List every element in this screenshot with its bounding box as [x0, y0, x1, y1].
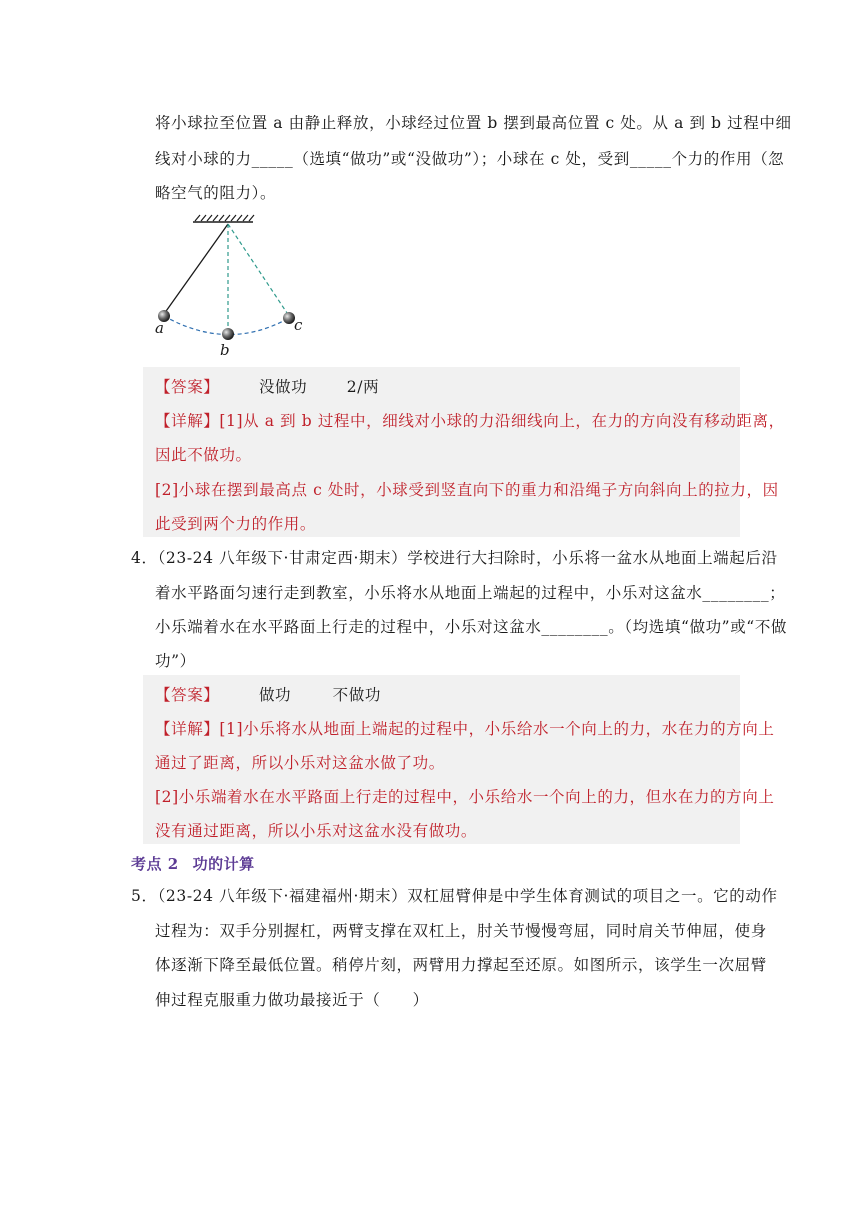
q4-text-line-3: 小乐端着水在水平路面上行走的过程中，小乐对这盆水________。（均选填“做功”或“不做 — [155, 618, 788, 636]
q4-number: 4． — [131, 549, 158, 567]
q5-text-line-1 — [131, 884, 778, 906]
q4-detail-2b: 没有通过距离，所以小乐对这盆水没有做功。 — [155, 822, 478, 840]
q4-detail-1a: [1]小乐将水从地面上端起的过程中，小乐给水一个向上的力，水在力的方向上 — [219, 720, 775, 738]
q4-detail-2a: [2]小乐端着水在水平路面上行走的过程中，小乐给水一个向上的力，但水在力的方向上 — [155, 788, 775, 806]
q5-line-1: （23-24 八年级下·福建福州·期末）双杠屈臂伸是中学生体育测试的项目之一。它的动作 — [157, 887, 778, 905]
q3-detail-row-1 — [155, 409, 785, 431]
q5-text-line-4: 伸过程克服重力做功最接近于（ ） — [155, 991, 429, 1009]
detail-tag: 【详解】 — [155, 720, 220, 738]
answer-tag: 【答案】 — [155, 686, 220, 704]
q3-detail-2b: 此受到两个力的作用。 — [155, 515, 317, 533]
section-title: 功的计算 — [192, 855, 255, 873]
string-to-a — [164, 224, 228, 314]
q4-detail-row-1 — [155, 717, 774, 739]
q3-text-line-2: 线对小球的力_____（选填“做功”或“没做功”）；小球在 c 处，受到_____个力的作用（忽 — [155, 150, 785, 168]
q3-answer-box — [143, 367, 785, 537]
q3-text-line-1: 将小球拉至位置 a 由静止释放，小球经过位置 b 摆到最高位置 c 处。从 a 到 b 过程中细 — [155, 114, 792, 132]
label-a: a — [155, 319, 164, 337]
section-heading — [131, 853, 269, 874]
detail-tag: 【详解】 — [155, 412, 220, 430]
answer-tag: 【答案】 — [155, 378, 220, 396]
q3-detail-1b: 因此不做功。 — [155, 446, 252, 464]
q3-detail-2a: [2]小球在摆到最高点 c 处时，小球受到竖直向下的重力和沿绳子方向斜向上的拉力，因 — [155, 481, 779, 499]
q5-text-line-3: 体逐渐下降至最低位置。稍停片刻，两臂用力撑起至还原。如图所示，该学生一次屈臂 — [155, 956, 767, 974]
q4-text-line-4: 功”） — [155, 652, 196, 670]
section-label: 考点 2 — [131, 855, 179, 873]
q3-detail-1a: [1]从 a 到 b 过程中，细线对小球的力沿细线向上，在力的方向没有移动距离， — [219, 412, 785, 430]
string-to-c — [228, 224, 289, 316]
ball-b — [222, 328, 234, 340]
q4-line-1: （23-24 八年级下·甘肃定西·期末）学校进行大扫除时，小乐将一盆水从地面上端起后沿 — [157, 549, 778, 567]
q5-number: 5． — [131, 887, 158, 905]
q4-answer-2: 不做功 — [332, 686, 381, 704]
q4-answer-box — [143, 675, 775, 844]
q4-answer-1: 做功 — [258, 686, 292, 704]
q3-text-line-3: 略空气的阻力）。 — [155, 184, 277, 202]
q4-text-line-1 — [131, 546, 778, 568]
q3-answer-2: 2/两 — [346, 378, 380, 396]
q3-answer-row — [155, 375, 379, 397]
q5-text-line-2: 过程为：双手分别握杠，两臂支撑在双杠上，肘关节慢慢弯屈，同时肩关节伸屈，使身 — [155, 922, 767, 940]
q4-detail-1b: 通过了距离，所以小乐对这盆水做了功。 — [155, 754, 445, 772]
q4-answer-row — [155, 683, 381, 705]
ceiling-hatch — [195, 215, 254, 221]
label-b: b — [220, 341, 230, 359]
q4-text-line-2: 着水平路面匀速行走到教室，小乐将水从地面上端起的过程中，小乐对这盆水________； — [155, 584, 786, 602]
pendulum-figure — [145, 212, 315, 362]
q3-answer-1: 没做功 — [258, 378, 308, 396]
label-c: c — [294, 316, 303, 334]
